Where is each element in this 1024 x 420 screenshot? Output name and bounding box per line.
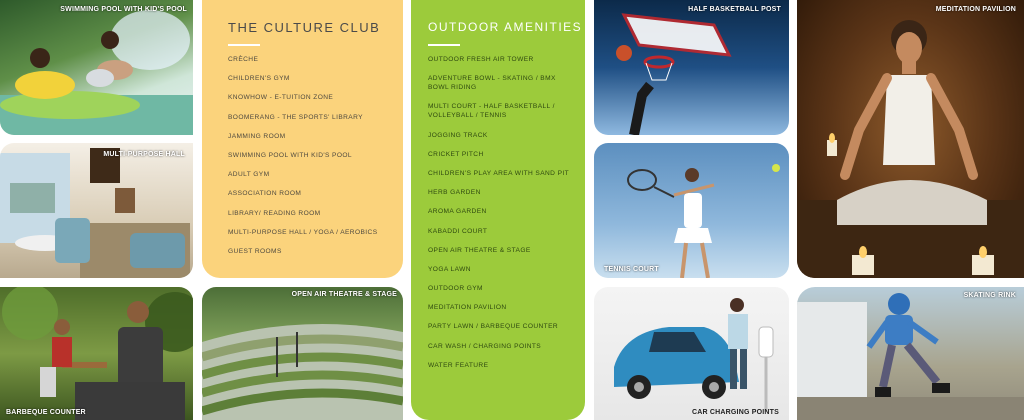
- outdoor-amenities-panel: [411, 0, 585, 420]
- list-item: YOGA LAWN: [428, 265, 471, 273]
- pool-illustration: [0, 0, 193, 135]
- list-item: LIBRARY/ READING ROOM: [228, 209, 321, 217]
- caption-multi-purpose-hall: MULTI-PURPOSE HALL: [103, 151, 185, 158]
- list-item: BOOMERANG - THE SPORTS' LIBRARY: [228, 113, 363, 121]
- car-illustration: [594, 287, 789, 420]
- theatre-illustration: [202, 287, 403, 420]
- list-item: CHILDREN'S GYM: [228, 75, 290, 83]
- hall-illustration: [0, 143, 193, 278]
- photo-car-charging-points: [594, 287, 789, 420]
- list-item: CHILDREN'S PLAY AREA WITH SAND PIT: [428, 169, 570, 177]
- list-item: CRICKET PITCH: [428, 150, 484, 158]
- photo-multi-purpose-hall: [0, 143, 193, 278]
- list-item: PARTY LAWN / BARBEQUE COUNTER: [428, 323, 559, 331]
- list-item: ADULT GYM: [228, 171, 270, 179]
- list-item: GUEST ROOMS: [228, 247, 282, 255]
- caption-open-air-theatre: OPEN AIR THEATRE & STAGE: [291, 291, 397, 298]
- caption-tennis-court: TENNIS COURT: [604, 266, 659, 273]
- caption-car-charging-points: CAR CHARGING POINTS: [691, 409, 779, 416]
- culture-club-panel: [202, 0, 403, 278]
- photo-meditation-pavilion: [797, 0, 1024, 278]
- list-item: HERB GARDEN: [428, 189, 481, 197]
- culture-club-title: THE CULTURE CLUB: [228, 20, 381, 35]
- tennis-illustration: [594, 143, 789, 278]
- list-item: SWIMMING POOL WITH KID'S POOL: [228, 151, 352, 159]
- photo-swimming-pool: [0, 0, 193, 135]
- bbq-illustration: [0, 287, 193, 420]
- photo-tennis-court: [594, 143, 789, 278]
- list-item: CRÈCHE: [228, 56, 259, 63]
- list-item: OUTDOOR FRESH AIR TOWER: [428, 56, 534, 63]
- list-item: ASSOCIATION ROOM: [228, 190, 302, 198]
- list-item: AROMA GARDEN: [428, 208, 487, 216]
- list-item: KNOWHOW - E-TUITION ZONE: [228, 94, 334, 102]
- culture-club-divider: [228, 44, 260, 46]
- list-item: MULTI COURT - HALF BASKETBALL / VOLLEYBALL / TENNIS: [428, 103, 555, 120]
- caption-meditation-pavilion: MEDITATION PAVILION: [935, 6, 1016, 13]
- list-item: OPEN AIR THEATRE & STAGE: [428, 246, 531, 254]
- list-item: ADVENTURE BOWL - SKATING / BMX BOWL RIDING: [428, 75, 556, 92]
- culture-club-list: [228, 55, 378, 266]
- caption-half-basketball-post: HALF BASKETBALL POST: [688, 6, 781, 13]
- outdoor-amenities-divider: [428, 44, 460, 46]
- meditation-illustration: [797, 0, 1024, 278]
- list-item: JOGGING TRACK: [428, 131, 488, 139]
- list-item: KABADDI COURT: [428, 227, 488, 235]
- skating-illustration: [797, 287, 1024, 420]
- list-item: MULTI-PURPOSE HALL / YOGA / AEROBICS: [228, 228, 378, 236]
- photo-barbeque-counter: [0, 287, 193, 420]
- caption-skating-rink: SKATING RINK: [963, 292, 1016, 299]
- caption-barbeque-counter: BARBEQUE COUNTER: [6, 409, 86, 416]
- list-item: OUTDOOR GYM: [428, 285, 483, 293]
- caption-swimming-pool: SWIMMING POOL WITH KID'S POOL: [60, 6, 187, 13]
- basketball-illustration: [594, 0, 789, 135]
- photo-skating-rink: [797, 287, 1024, 420]
- list-item: MEDITATION PAVILION: [428, 304, 507, 312]
- photo-open-air-theatre: [202, 287, 403, 420]
- outdoor-amenities-title: OUTDOOR AMENITIES: [428, 20, 583, 34]
- list-item: WATER FEATURE: [428, 361, 489, 369]
- list-item: JAMMING ROOM: [228, 132, 286, 140]
- list-item: CAR WASH / CHARGING POINTS: [428, 342, 542, 350]
- photo-half-basketball-post: [594, 0, 789, 135]
- outdoor-amenities-list: [428, 55, 578, 380]
